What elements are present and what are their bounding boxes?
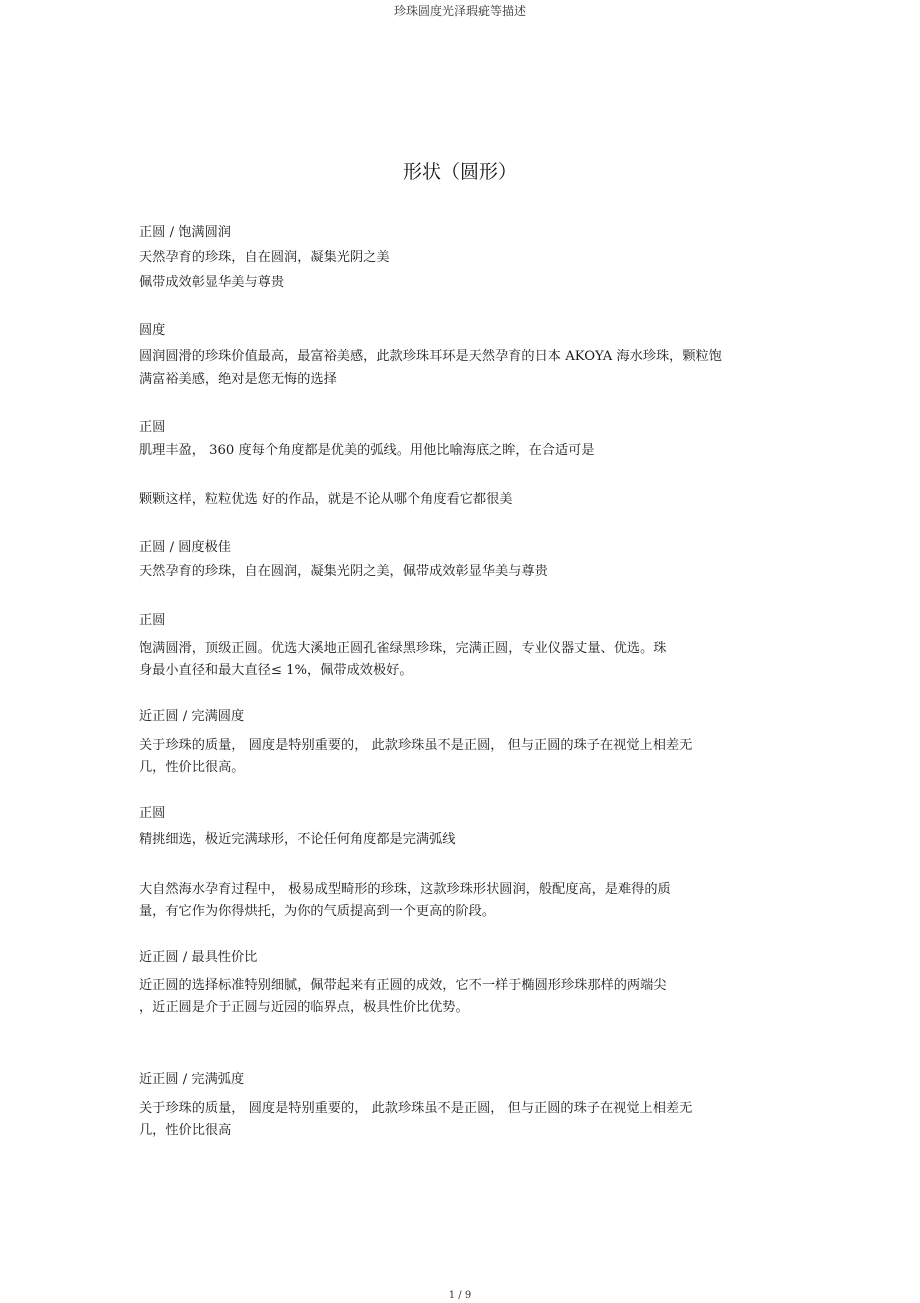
document-header: 珍珠圆度光泽瑕疵等描述 <box>393 4 526 18</box>
paragraph-line: 肌理丰盈， 360 度每个角度都是优美的弧线。用他比喻海底之眸，在合适可是 <box>139 443 595 458</box>
paragraph-line: 关于珍珠的质量， 圆度是特别重要的， 此款珍珠虽不是正圆， 但与正圆的珠子在视觉上相差无 <box>139 1101 693 1116</box>
paragraph-line: 几，性价比很高 <box>139 1123 232 1138</box>
paragraph-line: 饱满圆滑，顶级正圆。优选大溪地正圆孔雀绿黑珍珠，完满正圆，专业仪器丈量、优选。珠 <box>139 641 667 656</box>
section-heading: 正圆 <box>139 806 166 821</box>
paragraph-line: 天然孕育的珍珠，自在圆润，凝集光阴之美 <box>139 250 390 265</box>
section-heading: 正圆 <box>139 420 166 435</box>
page-number: 1 / 9 <box>448 1290 472 1301</box>
section-heading: 圆度 <box>139 323 166 338</box>
paragraph-line: 精挑细选，极近完满球形，不论任何角度都是完满弧线 <box>139 832 456 847</box>
paragraph-line: 满富裕美感，绝对是您无悔的选择 <box>139 372 337 387</box>
paragraph-line: 近正圆的选择标准特别细腻，佩带起来有正圆的成效，它不一样于椭圆形珍珠那样的两端尖 <box>139 978 667 993</box>
paragraph-line: 关于珍珠的质量， 圆度是特别重要的， 此款珍珠虽不是正圆， 但与正圆的珠子在视觉上相差无 <box>139 738 693 753</box>
paragraph-line: 天然孕育的珍珠，自在圆润，凝集光阴之美，佩带成效彰显华美与尊贵 <box>139 564 548 579</box>
section-heading: 正圆 / 圆度极佳 <box>139 540 231 555</box>
section-heading: 近正圆 / 完满圆度 <box>139 709 245 724</box>
section-heading: 正圆 <box>139 613 166 628</box>
paragraph-line: 几，性价比很高。 <box>139 760 245 775</box>
section-heading: 近正圆 / 最具性价比 <box>139 950 258 965</box>
paragraph-line: 颗颗这样，粒粒优选 好的作品，就是不论从哪个角度看它都很美 <box>139 492 513 507</box>
paragraph-line: 佩带成效彰显华美与尊贵 <box>139 275 285 290</box>
paragraph-line: 身最小直径和最大直径≤ 1%，佩带成效极好。 <box>139 663 413 678</box>
paragraph-line: 大自然海水孕育过程中， 极易成型畸形的珍珠，这款珍珠形状圆润，般配度高，是难得的质 <box>139 882 671 897</box>
section-heading: 正圆 / 饱满圆润 <box>139 225 231 240</box>
paragraph-line: 圆润圆滑的珍珠价值最高，最富裕美感，此款珍珠耳环是天然孕育的日本 AKOYA 海水珍珠，颗粒饱 <box>139 349 722 364</box>
section-heading: 近正圆 / 完满弧度 <box>139 1072 245 1087</box>
paragraph-line: 量，有它作为你得烘托，为你的气质提高到一个更高的阶段。 <box>139 904 496 919</box>
paragraph-line: ，近正圆是介于正圆与近园的临界点，极具性价比优势。 <box>139 1000 469 1015</box>
page-title: 形状（圆形） <box>402 161 517 183</box>
